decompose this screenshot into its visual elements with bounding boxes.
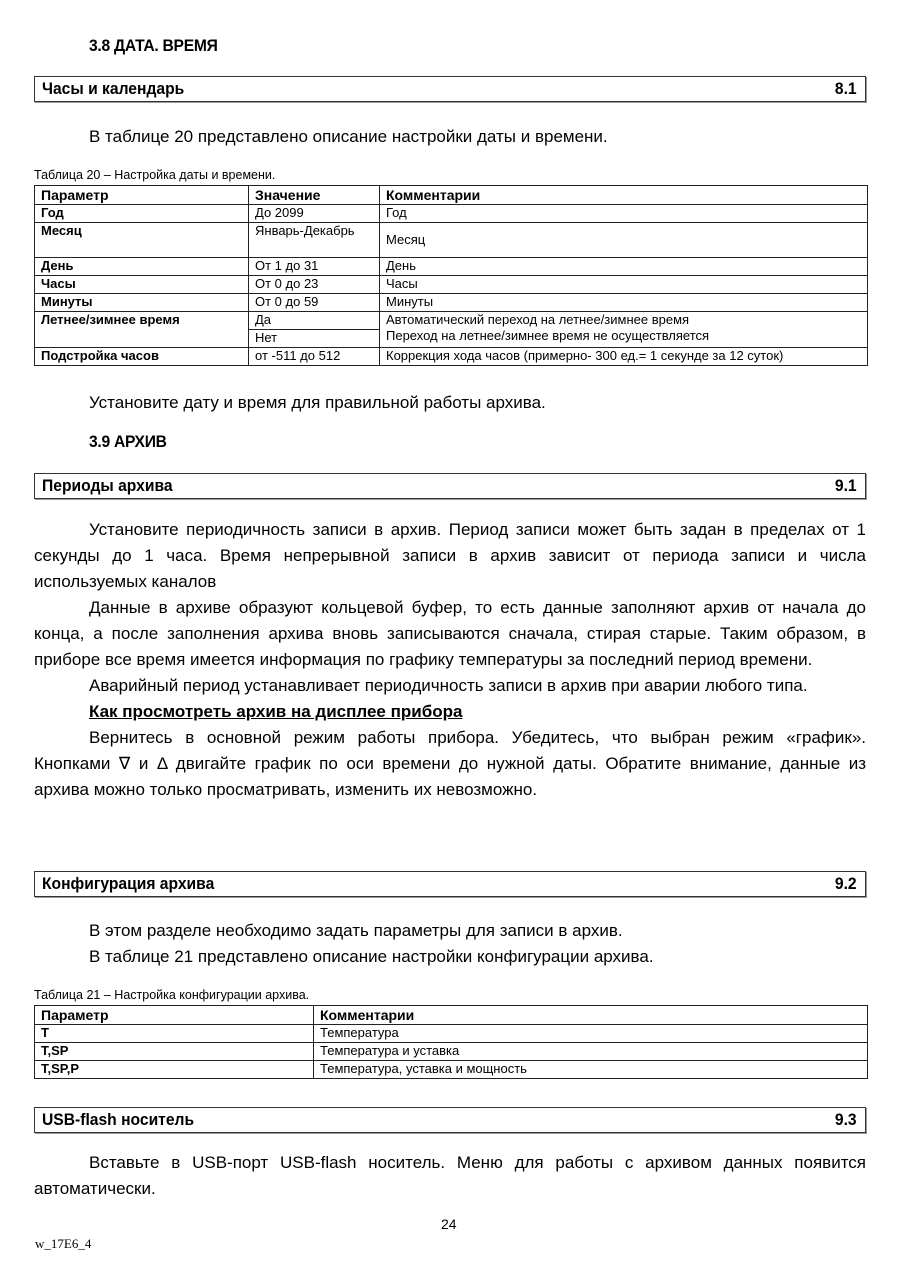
table-row [35, 1061, 868, 1079]
paragraph: Данные в архиве образуют кольцевой буфер, то есть данные заполняют архив от начала до конца, а после заполнения архива вновь записываются сначала, стирая старые. Таким образом, в приборе все время имеется информация по графику температуры за последний период времени. [34, 598, 866, 669]
paragraph: В этом разделе необходимо задать параметры для записи в архив. [89, 921, 623, 940]
comment-cell: Минуты [380, 294, 868, 312]
comment-cell: Часы [380, 276, 868, 294]
header-cell: Комментарии [314, 1006, 868, 1025]
subsection-number: 8.1 [835, 79, 857, 98]
comment-cell: Температура и уставка [314, 1043, 868, 1061]
table-row [35, 348, 868, 366]
page-number: 24 [441, 1216, 457, 1232]
param-cell: Подстройка часов [35, 348, 249, 366]
paragraph: Вернитесь в основной режим работы прибора. Убедитесь, что выбран режим «график». Кнопками ∇ и Δ двигайте график по оси времени до нужной даты. Обратите внимание, данные из архива можно только просматривать, изменить их невозможно. [34, 728, 866, 799]
header-cell: Комментарии [380, 186, 868, 205]
table-21-caption: Таблица 21 – Настройка конфигурации архива. [34, 988, 310, 1002]
comment-cell: Температура, уставка и мощность [314, 1061, 868, 1079]
param-cell: T [35, 1025, 314, 1043]
value-cell: От 1 до 31 [249, 258, 380, 276]
value-cell: От 0 до 23 [249, 276, 380, 294]
subsection-number: 9.1 [835, 476, 857, 495]
param-cell: Месяц [35, 223, 249, 258]
paragraph: В таблице 20 представлено описание настройки даты и времени. [89, 127, 608, 146]
param-cell: T,SP,P [35, 1061, 314, 1079]
comment-cell: День [380, 258, 868, 276]
subsection-number: 9.2 [835, 874, 857, 893]
subsection-title: USB-flash носитель [42, 1110, 195, 1129]
comment-line: Переход на летнее/зимнее время не осуществляется [386, 328, 710, 343]
comment-cell: Месяц [380, 223, 868, 258]
table-row [35, 312, 868, 330]
table-20-caption: Таблица 20 – Настройка даты и времени. [34, 168, 276, 182]
param-cell: T,SP [35, 1043, 314, 1061]
comment-cell: Температура [314, 1025, 868, 1043]
paragraph: Аварийный период устанавливает периодичность записи в архив при аварии любого типа. [89, 676, 808, 695]
comment-cell [380, 312, 868, 348]
value-cell: Да [249, 312, 380, 330]
param-cell: Часы [35, 276, 249, 294]
paragraph: Вставьте в USB-порт USB-flash носитель. Меню для работы с архивом данных появится автоматически. [34, 1153, 866, 1198]
subsection-title: Часы и календарь [42, 79, 185, 98]
value-cell: Январь-Декабрь [249, 223, 380, 258]
paragraph: Установите дату и время для правильной работы архива. [89, 393, 546, 412]
document-code: w_17E6_4 [35, 1236, 92, 1251]
param-cell: Год [35, 205, 249, 223]
table-row [35, 294, 868, 312]
table-row [35, 1025, 868, 1043]
table-row [35, 276, 868, 294]
section-heading-3-9: 3.9 АРХИВ [89, 432, 167, 451]
comment-cell: Год [380, 205, 868, 223]
paragraph: В таблице 21 представлено описание настройки конфигурации архива. [89, 947, 654, 966]
subsection-bar-8-1 [34, 76, 866, 102]
param-cell: Минуты [35, 294, 249, 312]
subsection-title: Конфигурация архива [42, 874, 215, 893]
table-row [35, 223, 868, 258]
comment-line: Автоматический переход на летнее/зимнее время [386, 312, 690, 327]
table-20 [34, 185, 868, 366]
intro-table-20 [34, 124, 866, 150]
comment-cell: Коррекция хода часов (примерно- 300 ед.= 1 секунде за 12 суток) [380, 348, 868, 366]
header-cell: Параметр [35, 1006, 314, 1025]
section-9-1-body [34, 517, 866, 803]
param-cell: День [35, 258, 249, 276]
subsection-bar-9-2 [34, 871, 866, 897]
table-row [35, 1043, 868, 1061]
section-9-2-body [34, 918, 866, 970]
table-row [35, 205, 868, 223]
value-cell: От 0 до 59 [249, 294, 380, 312]
param-cell: Летнее/зимнее время [35, 312, 249, 348]
howto-heading [34, 699, 866, 725]
table-21 [34, 1005, 868, 1079]
value-cell: от -511 до 512 [249, 348, 380, 366]
header-cell: Значение [249, 186, 380, 205]
value-cell: До 2099 [249, 205, 380, 223]
table-row [35, 258, 868, 276]
section-9-3-body [34, 1150, 866, 1202]
section-heading-3-8: 3.8 ДАТА. ВРЕМЯ [89, 36, 218, 55]
subsection-number: 9.3 [835, 1110, 857, 1129]
after-table-20 [34, 390, 866, 416]
subsection-title: Периоды архива [42, 476, 173, 495]
paragraph: Установите периодичность записи в архив. Период записи может быть задан в пределах от 1 секунды до 1 часа. Время непрерывной записи в архив зависит от периода записи и числа используемых каналов [34, 520, 866, 591]
table-header-row [35, 186, 868, 205]
header-cell: Параметр [35, 186, 249, 205]
table-header-row [35, 1006, 868, 1025]
subsection-bar-9-3 [34, 1107, 866, 1133]
howto-title: Как просмотреть архив на дисплее прибора [89, 702, 463, 721]
subsection-bar-9-1 [34, 473, 866, 499]
value-cell: Нет [249, 330, 380, 348]
